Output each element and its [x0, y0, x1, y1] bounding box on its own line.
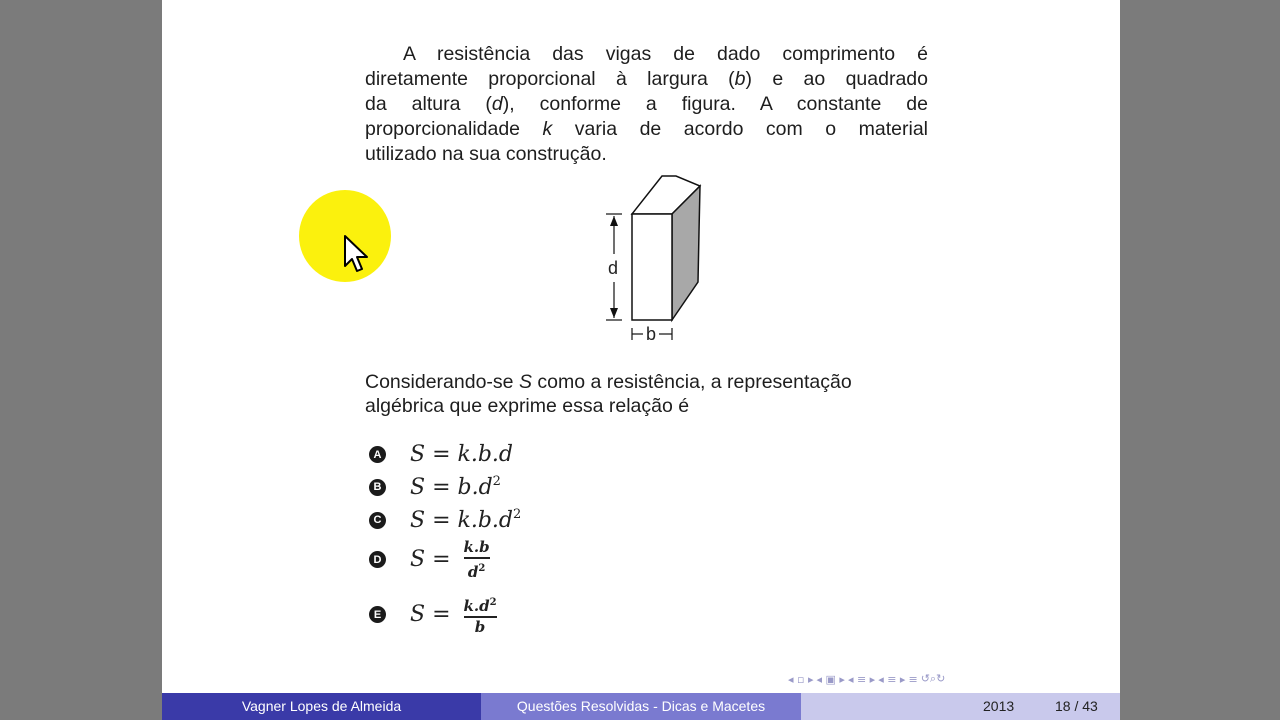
option-b[interactable] [369, 474, 501, 500]
footer-year: 2013 [983, 698, 1015, 714]
question-part: Considerando-se [365, 371, 519, 393]
fraction-bar [464, 557, 490, 559]
statement-line [365, 67, 928, 92]
var-b: b [734, 68, 746, 90]
statement-text: varia de acordo com o material [552, 118, 928, 140]
numerator-text: k.d [463, 597, 490, 615]
option-letter-badge: D [369, 551, 386, 568]
formula-expr: k.b.d [457, 508, 513, 533]
footer-page-number: 18 / 43 [1055, 698, 1098, 714]
numerator-exponent: 2 [489, 597, 497, 608]
nav-frame-icon[interactable]: ◂ ▣ ▸ [816, 672, 845, 686]
option-formula [410, 474, 501, 500]
statement-text: ), conforme a figura. A constante de [502, 93, 928, 115]
slide [162, 0, 1120, 720]
formula-expr: b.d [457, 475, 493, 500]
statement-line [365, 92, 928, 117]
option-c[interactable] [369, 507, 521, 533]
beam-figure [592, 172, 712, 344]
fraction-numerator [464, 539, 490, 556]
option-letter-badge: B [369, 479, 386, 496]
nav-search-icon[interactable]: ↺⌕↻ [920, 672, 946, 685]
nav-subsection-icon[interactable]: ◂ ≡ ▸ [878, 672, 906, 686]
option-letter-badge: C [369, 512, 386, 529]
question-part: como a resistência, a representação [531, 371, 852, 393]
footer-meta [801, 693, 1120, 720]
var-s: S [518, 371, 532, 393]
formula-lhs: S = [410, 475, 451, 500]
nav-section-icon[interactable]: ◂ ≡ ▸ [847, 672, 876, 686]
option-formula [410, 594, 497, 636]
formula-exponent: 2 [492, 474, 501, 489]
slide-footer [162, 693, 1120, 720]
formula-lhs: S = [410, 601, 451, 627]
beamer-navigation-bar [788, 671, 1118, 687]
denominator-exponent: 2 [478, 562, 486, 574]
option-formula [410, 442, 513, 467]
fraction [464, 594, 497, 636]
option-d[interactable] [369, 539, 490, 581]
fraction-denominator [475, 619, 486, 636]
statement-text: proporcionalidade [365, 118, 543, 140]
nav-align-icon[interactable]: ≡ [908, 672, 918, 686]
statement-text: da altura ( [365, 93, 492, 115]
question-line: algébrica que exprime essa relação é [365, 395, 690, 417]
statement-text: A resistência das vigas de dado comprimento é [403, 43, 928, 65]
option-letter-badge: E [369, 606, 386, 623]
option-formula [410, 507, 521, 533]
fraction-numerator [464, 594, 497, 615]
footer-title: Questões Resolvidas - Dicas e Macetes [481, 693, 801, 720]
formula-exponent: 2 [512, 507, 522, 522]
question-line [365, 370, 928, 394]
option-a[interactable] [369, 442, 513, 467]
b-dimension-label: b [646, 324, 657, 344]
formula-lhs: S = [410, 508, 451, 533]
d-dimension-label: d [608, 258, 619, 278]
question-text [365, 370, 928, 418]
statement-line [365, 117, 928, 142]
var-d: d [491, 93, 503, 115]
mouse-pointer-icon [343, 234, 369, 274]
footer-author: Vagner Lopes de Almeida [162, 693, 481, 720]
statement-line [365, 142, 928, 167]
option-e[interactable] [369, 594, 497, 636]
option-letter-badge: A [369, 446, 386, 463]
denominator-text: d [467, 562, 479, 581]
formula-expr: k.b.d [457, 442, 513, 467]
statement-text: utilizado na sua construção. [365, 143, 607, 165]
statement-line [365, 42, 928, 67]
nav-first-icon[interactable]: ◂ ▫ ▸ [788, 672, 814, 686]
formula-lhs: S = [410, 442, 451, 467]
denominator-text: b [474, 617, 486, 636]
statement-text: diretamente proporcional à largura ( [365, 68, 735, 90]
numerator-text: k.b [463, 538, 490, 556]
var-k: k [542, 118, 553, 140]
option-formula [410, 539, 490, 581]
statement-text: ) e ao quadrado [745, 68, 928, 90]
problem-statement [365, 42, 928, 167]
fraction [464, 539, 490, 581]
fraction-denominator [468, 560, 485, 581]
formula-lhs: S = [410, 546, 451, 572]
